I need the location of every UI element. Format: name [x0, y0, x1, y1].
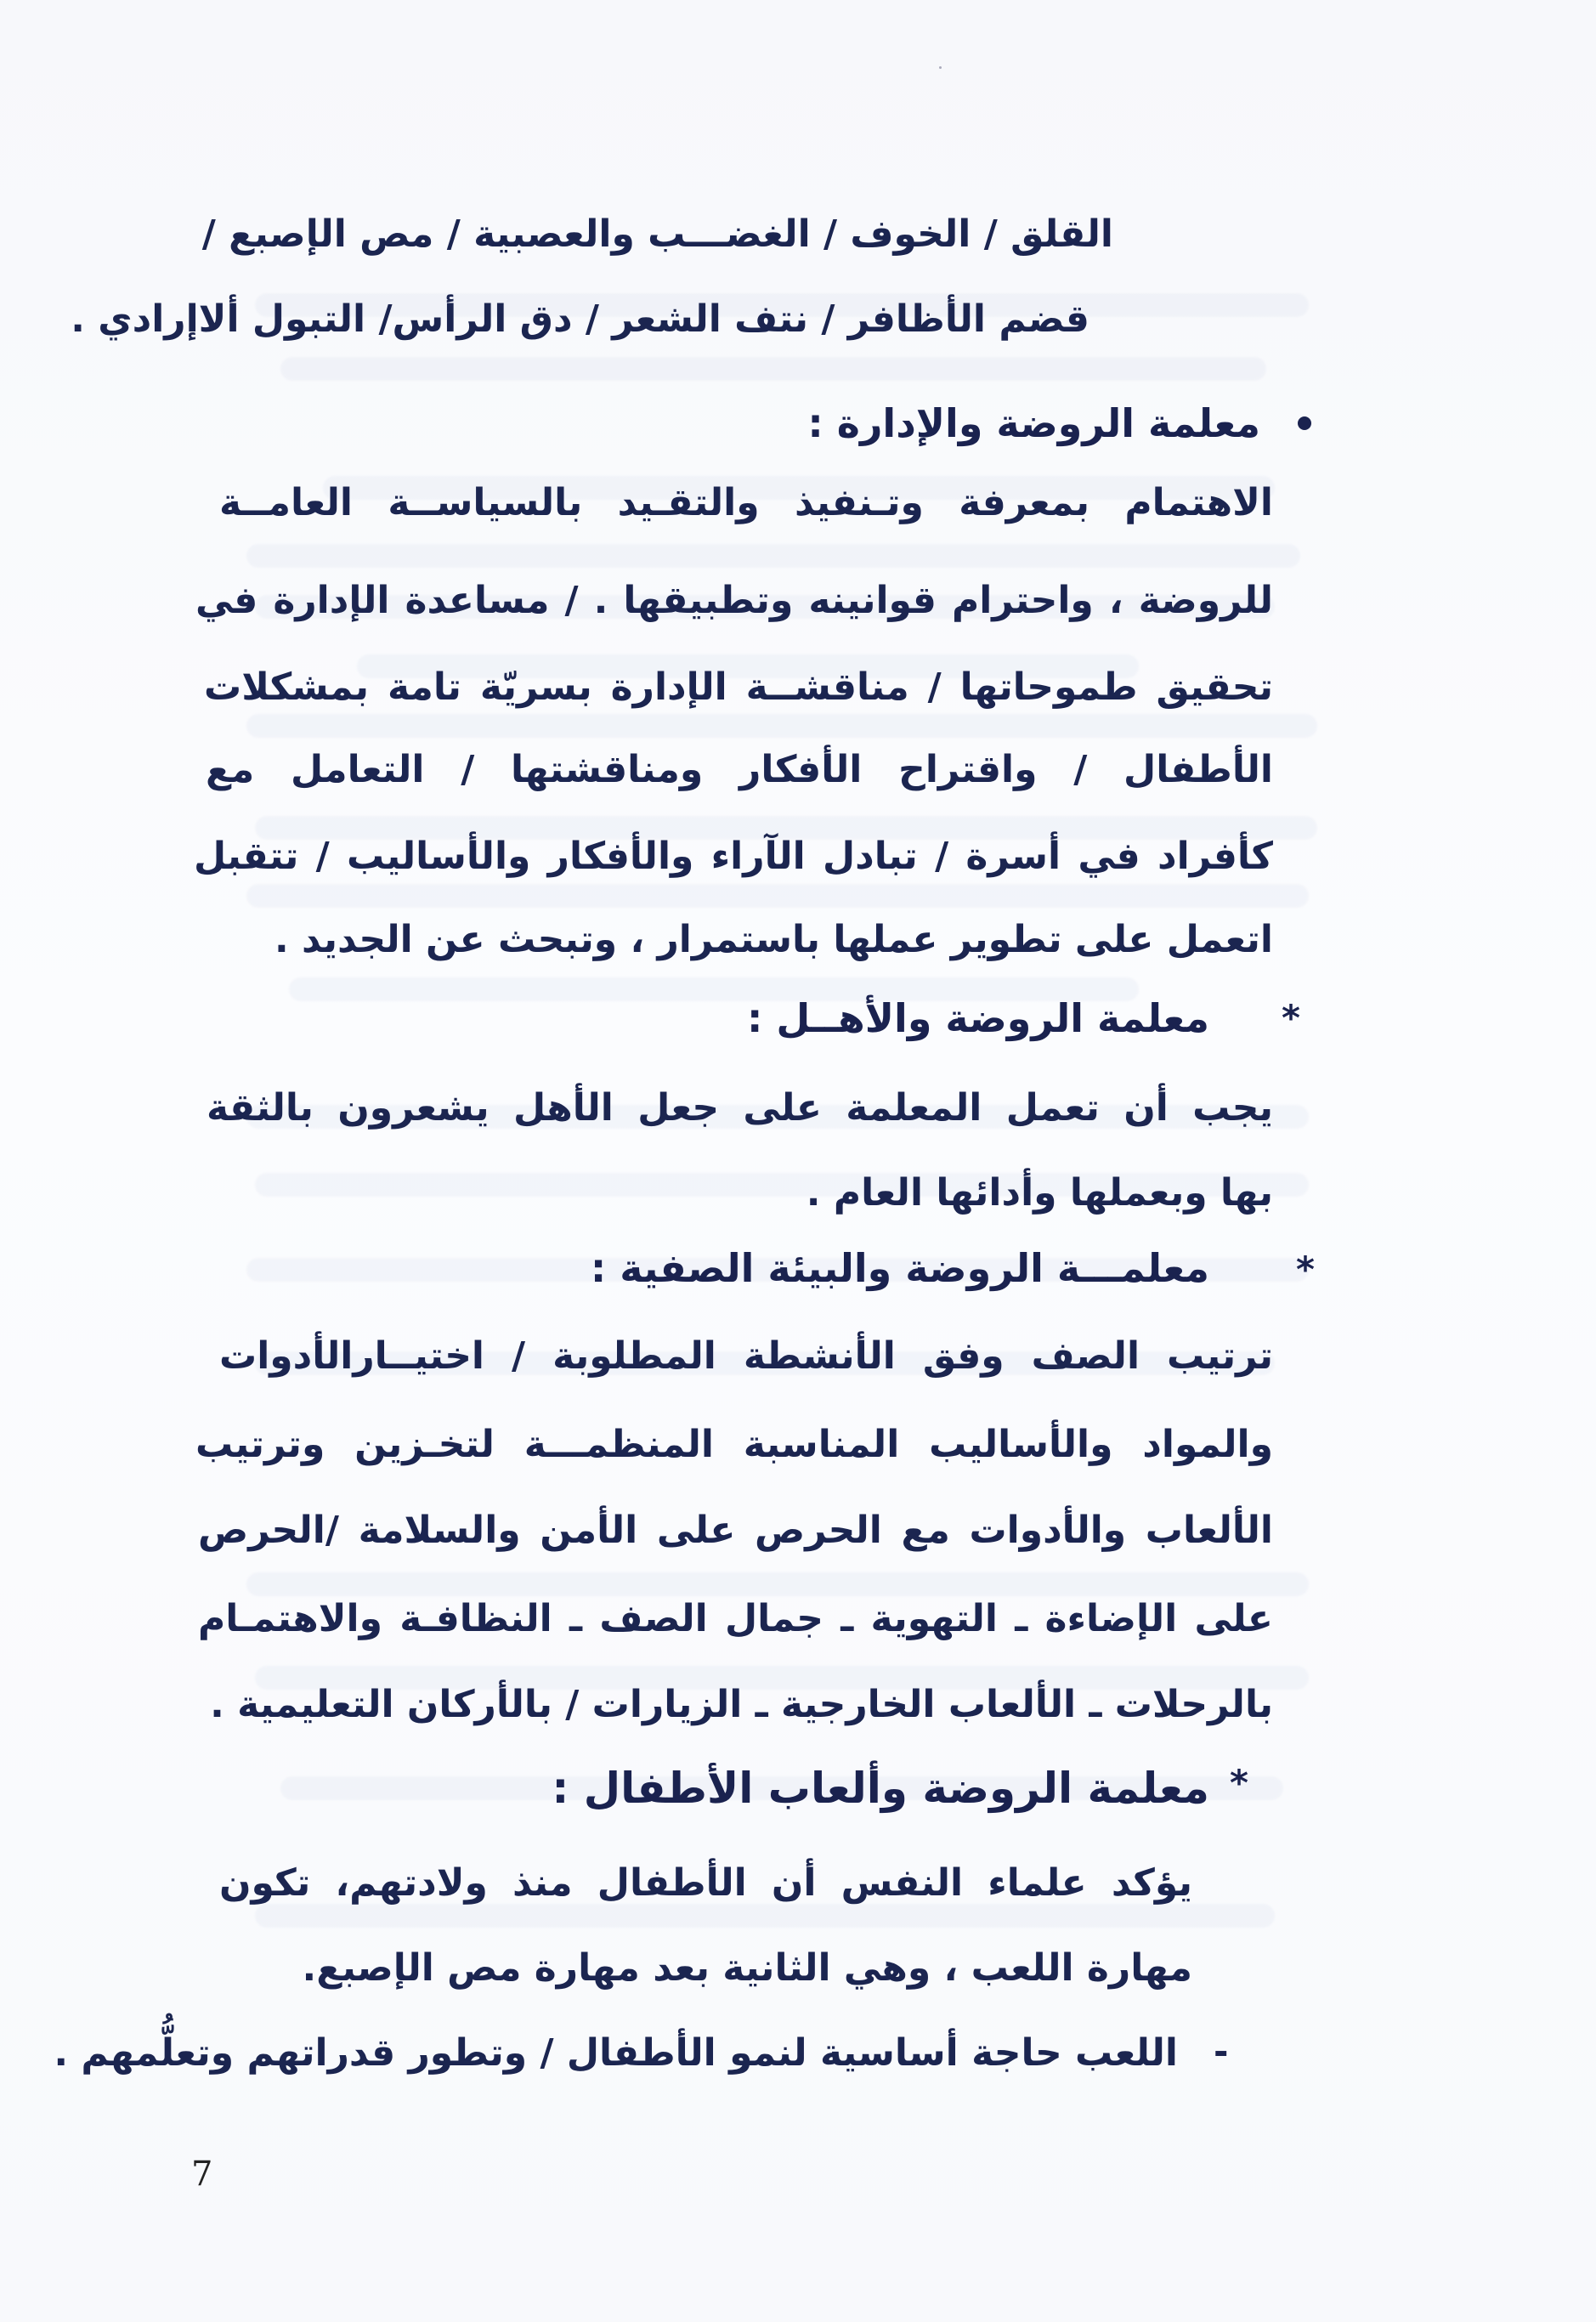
star-marker-icon: *: [1282, 997, 1300, 1039]
text-line-13: الألعاب والأدوات مع الحرص على الأمن والسلامة /الحرص: [198, 1509, 1273, 1552]
star-marker-icon: *: [1296, 1249, 1315, 1290]
scan-speck: [939, 66, 942, 69]
text-line-6: الأطفال / واقتراح الأفكار ومناقشتها / التعامل مع: [206, 748, 1273, 791]
page-number: 7: [191, 2155, 213, 2194]
text-line-9: يجب أن تعمل المعلمة على جعل الأهل يشعرون بالثقة: [207, 1086, 1273, 1130]
section-heading-games: معلمة الروضة وألعاب الأطفال :: [552, 1764, 1209, 1813]
text-line-2: قضم الأظافر / نتف الشعر / دق الرأس/ التبول ألاإرادي .: [71, 297, 1089, 341]
text-line-12: والمواد والأساليب المناسبة المنظمـــة لتخـزين وترتيب: [195, 1423, 1273, 1466]
text-line-1: القلق / الخوف / الغضـــب والعصبية / مص الإصبع /: [201, 212, 1113, 256]
dash-marker-icon: -: [1214, 2030, 1229, 2072]
text-line-17: مهارة اللعب ، وهي الثانية بعد مهارة مص الإصبع.: [302, 1946, 1192, 1990]
section-heading-administration: معلمة الروضة والإدارة :: [807, 400, 1260, 446]
text-line-4: للروضة ، واحترام قوانينه وتطبيقها . / مساعدة الإدارة في: [195, 579, 1273, 622]
text-line-11: ترتيب الصف وفق الأنشطة المطلوبة / اختيــارالأدوات: [219, 1334, 1273, 1378]
text-line-14: على الإضاءة ـ التهوية ـ جمال الصف ـ النظافـة والاهتمـام: [198, 1597, 1273, 1640]
text-line-3: الاهتمام بمعرفة وتـنفيذ والتقـيد بالسياســة العامــة: [219, 481, 1273, 524]
bullet-icon: [1298, 416, 1311, 430]
text-line-10: بها وبعملها وأدائها العام .: [806, 1171, 1273, 1215]
text-line-18: اللعب حاجة أساسية لنمو الأطفال / وتطور قدراتهم وتعلُّمهم .: [54, 2031, 1178, 2075]
text-line-15: بالرحلات ـ الألعاب الخارجية ـ الزيارات / بالأركان التعليمية .: [210, 1683, 1273, 1726]
text-line-16: يؤكد علماء النفس أن الأطفال منذ ولادتهم، تكون: [219, 1861, 1192, 1905]
text-line-7: كأفراد في أسرة / تبادل الآراء والأفكار والأساليب / تتقبل: [194, 835, 1273, 878]
section-heading-classroom: معلمـــة الروضة والبيئة الصفية :: [590, 1245, 1209, 1291]
text-line-8: اتعمل على تطوير عملها باستمرار ، وتبحث عن الجديد .: [274, 918, 1273, 961]
star-marker-icon: *: [1230, 1762, 1248, 1804]
section-heading-parents: معلمة الروضة والأهــل :: [746, 995, 1209, 1041]
text-line-5: تحقيق طموحاتها / مناقشــة الإدارة بسريّة تامة بمشكلات: [204, 665, 1273, 709]
